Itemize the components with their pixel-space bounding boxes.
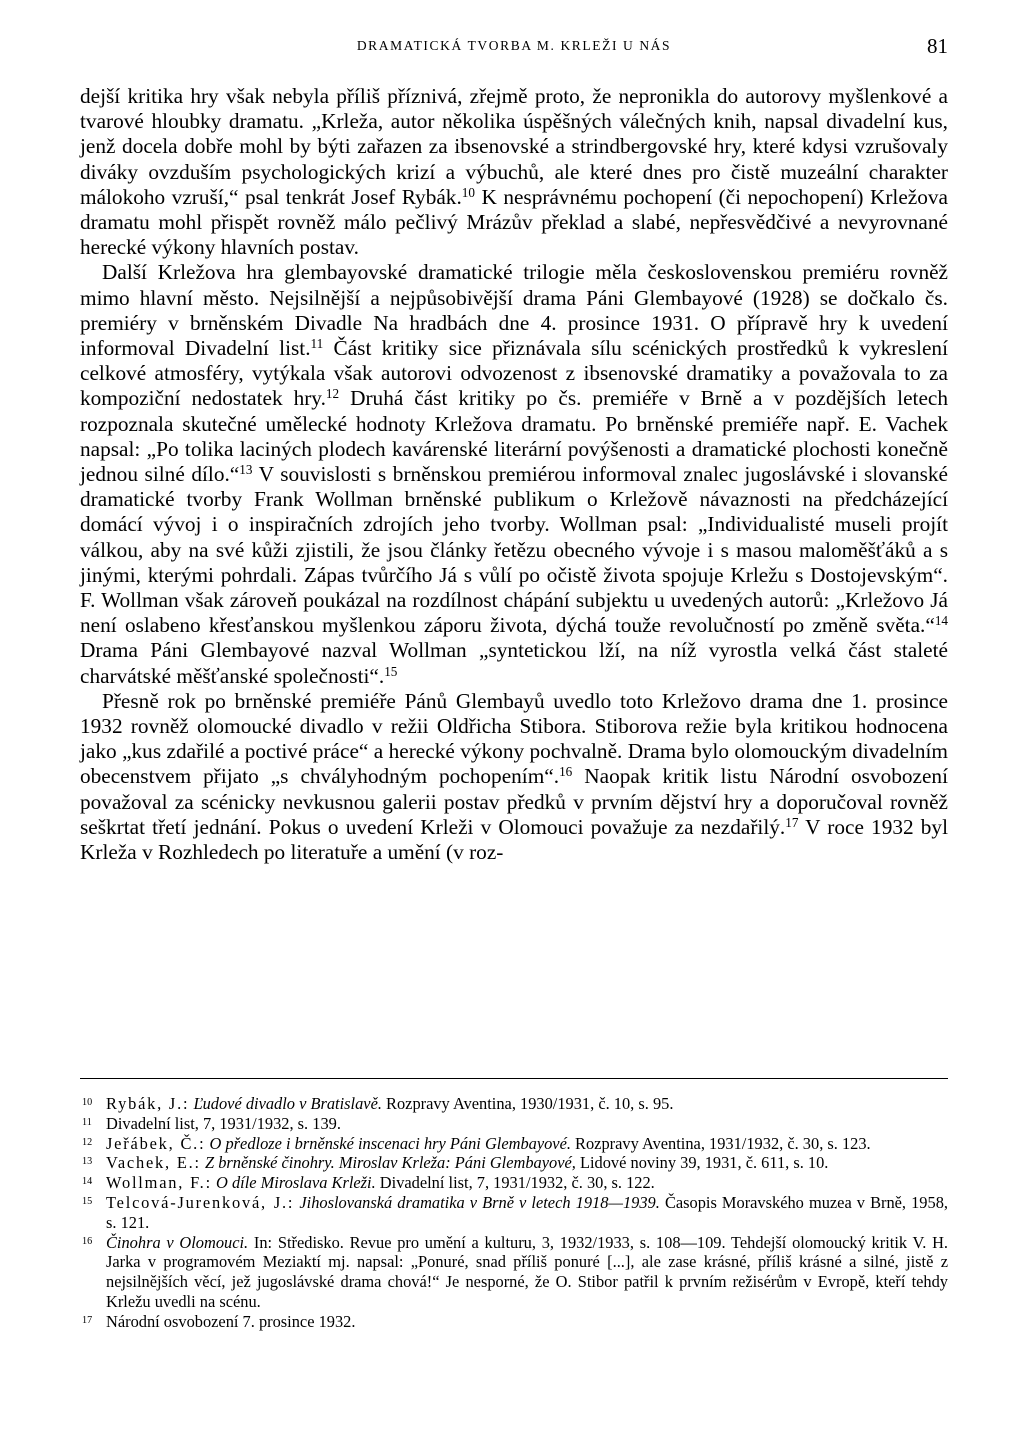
- footnote-number: 13: [82, 1156, 93, 1168]
- text-run: Naopak kritik listu Národní osvobození považoval za scénicky nevkusnou galerii postav předků v prvním dějství hry a doporučoval rovněž seškrtat třetí jednání. Pokus o uvedení Krleži v Olomouci považuje za nezdařilý.: [80, 764, 948, 839]
- footnote-text: In: Středisko. Revue pro umění a kulturu, 3, 1932/1933, s. 108—109. Tehdejší olomoucký kritik V. H. Jarka v programovém Meziaktí mj. napsal: „Ponuré, snad příliš ponuré [...], ale zase krásné, příliš krásné a silné, jistě z nejsilnějších věcí, jež jugoslávské drama chová!“ Je nesporné, že O. Stibor patřil k prvním režisérům v Evropě, kteří tehdy Krležu uvedli na scénu.: [106, 1232, 949, 1311]
- footnote: [80, 1094, 948, 1114]
- footnote-ref: 15: [384, 663, 398, 679]
- footnote-text: Národní osvobození 7. prosince 1932.: [106, 1311, 356, 1331]
- footnote-text: Rozpravy Aventina, 1931/1932, č. 30, s. 123.: [570, 1133, 871, 1153]
- footnote-title: O předloze i brněnské inscenaci hry Páni Glembayové.: [209, 1133, 571, 1153]
- footnote-text: Lidové noviny 39, 1931, č. 611, s. 10.: [575, 1153, 829, 1173]
- footnotes: [80, 1094, 948, 1332]
- footnote-ref: 10: [461, 184, 475, 200]
- footnote-ref: 11: [310, 335, 324, 351]
- footnote-number: 17: [82, 1314, 93, 1326]
- footnote-author: Rybák, J.:: [106, 1094, 190, 1113]
- footnote: [80, 1173, 948, 1193]
- text-run: V roce 1932 byl Krleža v Rozhledech po literatuře a umění (v roz-: [80, 814, 948, 865]
- paragraph-2: [80, 260, 948, 688]
- footnote-text: Divadelní list, 7, 1931/1932, s. 139.: [106, 1113, 341, 1133]
- page-header: [80, 34, 948, 60]
- footnote: [80, 1134, 948, 1154]
- page-number: 81: [927, 34, 948, 58]
- footnote-title: Z brněnské činohry. Miroslav Krleža: Páni Glembayové,: [205, 1153, 576, 1173]
- footnote-ref: 16: [559, 764, 573, 780]
- footnote-number: 10: [82, 1096, 93, 1108]
- text-run: Část kritiky sice přiznávala sílu scénických prostředků k vykreslení celkové atmosféry, vytýkala však autorovi odvozenost z ibsenovské dramatiky a považovala to za kompoziční nedostatek hry.: [80, 336, 948, 411]
- paragraph-3: [80, 689, 948, 865]
- text-run: dejší kritika hry však nebyla příliš příznivá, zřejmě proto, že nepronikla do autorovy myšlenkové a tvarové hloubky dramatu. „Krleža, autor několika úspěšných válečných knih, napsal divadelní kus, jenž docela dobře mohl by býti zařazen za ibsenovské a strindbergovské hry, které kdysi vzrušovaly diváky ovzduším psychologických krizí a výbuchů, ale které dnes pro čistě muzeální charakter málokoho vzruší,“ psal tenkrát Josef Rybák.: [80, 84, 948, 209]
- footnote: [80, 1233, 948, 1312]
- footnote-title: O díle Miroslava Krleži.: [216, 1173, 376, 1193]
- footnote-text: Časopis Moravského muzea v Brně, 1958, s. 121.: [106, 1192, 948, 1232]
- footnote-title: Jihoslovanská dramatika v Brně v letech 1918—1939.: [299, 1192, 660, 1212]
- footnote: [80, 1193, 948, 1233]
- footnote: [80, 1153, 948, 1173]
- running-title: DRAMATICKÁ TVORBA M. KRLEŽI U NÁS: [356, 38, 672, 53]
- footnote-rule: [80, 1078, 948, 1079]
- footnote-author: Wollman, F.:: [106, 1173, 212, 1193]
- footnote: [80, 1114, 948, 1134]
- footnote-ref: 17: [785, 814, 799, 830]
- footnote-number: 14: [82, 1176, 93, 1188]
- footnote: [80, 1312, 948, 1332]
- footnote-text: Rozpravy Aventina, 1930/1931, č. 10, s. 95.: [381, 1094, 674, 1113]
- body-text: [80, 84, 948, 865]
- text-run: Drama Páni Glembayové nazval Wollman „syntetickou lží, na níž vyrostla velká část staleté charvátské měšťanské společnosti“.: [80, 638, 948, 688]
- paragraph-1: [80, 84, 948, 260]
- text-run: Přesně rok po brněnské premiéře Pánů Glembayů uvedlo toto Krležovo drama dne 1. prosince 1932 rovněž olomoucké divadlo v režii Oldřicha Stibora. Stiborova režie byla kritikou hodnocena jako „kus zdařilé a poctivé práce“ a herecké výkony pochvalně. Drama bylo olomouckým divadelním obecenstvem přijato „s chvályhodným pochopením“.: [80, 688, 948, 789]
- footnote-text: Divadelní list, 7, 1931/1932, č. 30, s. 122.: [375, 1173, 655, 1193]
- footnote-number: 11: [82, 1116, 92, 1128]
- footnote-number: 12: [82, 1136, 93, 1148]
- footnote-author: Telcová-Jurenková, J.:: [106, 1192, 295, 1212]
- footnote-title: Ľudové divadlo v Bratislavě.: [193, 1094, 382, 1113]
- text-run: Další Krležova hra glembayovské dramatické trilogie měla československou premiéru rovněž mimo hlavní město. Nejsilnější a nejpůsobivější drama Páni Glembayové (1928) se dočkalo čs. premiéry v brněnském Divadle Na hradbách dne 4. prosince 1931. O přípravě hry k uvedení informoval Divadelní list.: [80, 260, 948, 361]
- footnote-author: Vachek, E.:: [106, 1153, 201, 1173]
- text-run: V souvislosti s brněnskou premiérou informoval znalec jugoslávské i slovanské dramatické tvorby Frank Wollman brněnské publikum o Krležově návaznosti na předcházející domácí vývoj i o inspiračních zdrojích jeho tvorby. Wollman psal: „Individualisté museli projít válkou, aby na své kůži zjistili, že jsou články řetězu obecného vývoje i s masou maloměšťáků a s jinými, kterými pohrdali. Zápas tvůrčího Já s vůlí po očistě života spojuje Krležu s Dostojevským“. F. Wollman však zároveň poukázal na rozdílnost chápání subjektu u uvedených autorů: „Krležovo Já není oslabeno křesťanskou myšlenkou záporu života, dýchá touže revolučností po změně světa.“: [80, 462, 948, 638]
- footnote-ref: 12: [325, 386, 340, 402]
- text-run: K nesprávnému pochopení (či nepochopení) Krležova dramatu mohl přispět rovněž málo pečlivý Mrázův překlad a slabé, nepřesvědčivé a nevyrovnané herecké výkony hlavních postav.: [80, 184, 948, 260]
- footnote-title: Činohra v Olomouci.: [106, 1232, 249, 1252]
- footnote-number: 16: [82, 1235, 93, 1247]
- text-run: Druhá část kritiky po čs. premiéře v Brně a v pozdějších letech rozpoznala skutečné umělecké hodnoty Krležova dramatu. Po brněnské premiéře např. E. Vachek napsal: „Po tolika laciných plodech kavárenské literární povýšenosti a dramatické plochosti konečně jednou silné dílo.“: [80, 386, 948, 487]
- footnote-ref: 13: [239, 461, 253, 477]
- footnote-ref: 14: [934, 613, 948, 629]
- footnote-number: 15: [82, 1195, 93, 1207]
- footnote-author: Jeřábek, Č.:: [106, 1133, 206, 1153]
